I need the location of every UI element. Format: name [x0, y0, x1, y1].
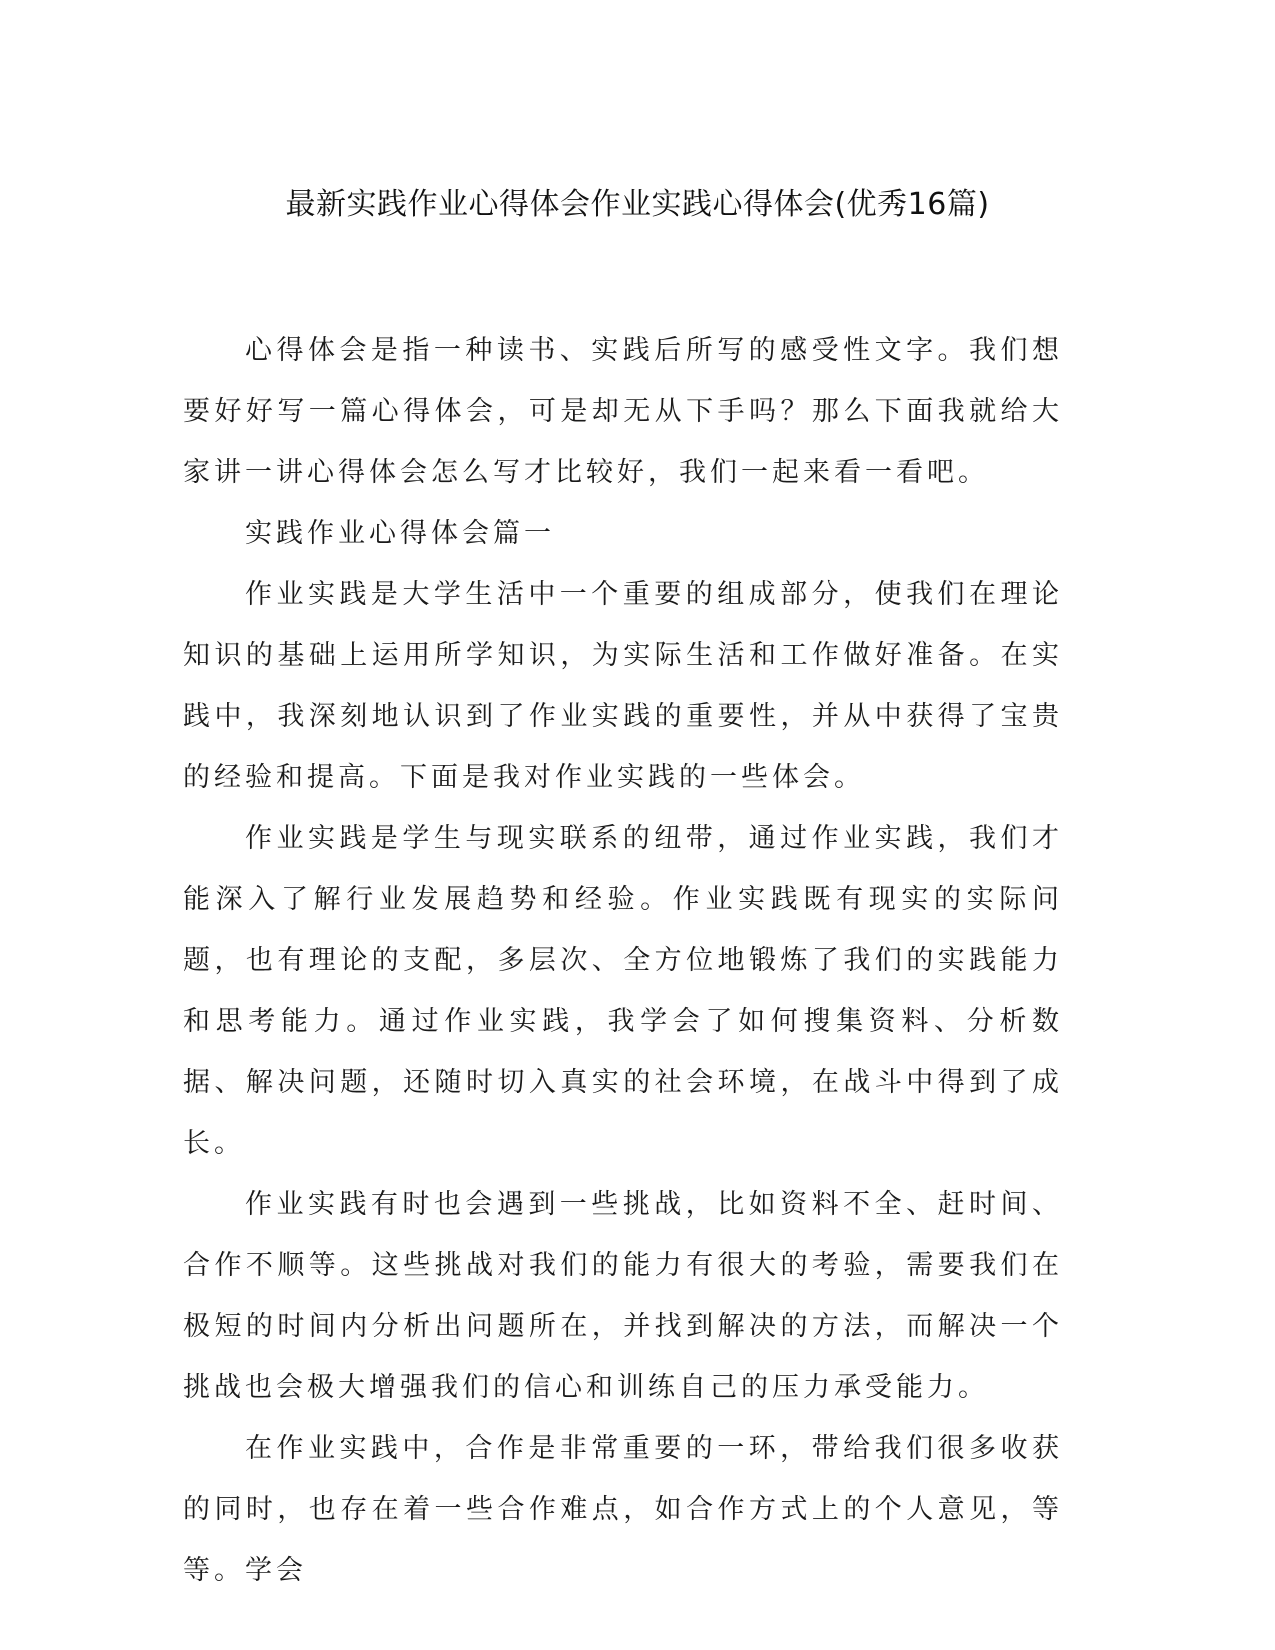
body-paragraph: 作业实践是大学生活中一个重要的组成部分，使我们在理论知识的基础上运用所学知识，为实际生活和工作做好准备。在实践中，我深刻地认识到了作业实践的重要性，并从中获得了宝贵的经验和提高。下面是我对作业实践的一些体会。 [183, 579, 1063, 793]
body-paragraph: 作业实践有时也会遇到一些挑战，比如资料不全、赶时间、合作不顺等。这些挑战对我们的能力有很大的考验，需要我们在极短的时间内分析出问题所在，并找到解决的方法，而解决一个挑战也会极大增强我们的信心和训练自己的压力承受能力。 [183, 1189, 1063, 1403]
body-paragraph: 在作业实践中，合作是非常重要的一环，带给我们很多收获的同时，也存在着一些合作难点，如合作方式上的个人意见，等等。学会 [183, 1433, 1063, 1586]
document-title: 最新实践作业心得体会作业实践心得体会(优秀16篇) [285, 187, 990, 222]
section-heading: 实践作业心得体会篇一 [245, 518, 555, 549]
document-body [183, 320, 1063, 1601]
body-paragraph: 作业实践是学生与现实联系的纽带，通过作业实践，我们才能深入了解行业发展趋势和经验。作业实践既有现实的实际问题，也有理论的支配，多层次、全方位地锻炼了我们的实践能力和思考能力。通过作业实践，我学会了如何搜集资料、分析数据、解决问题，还随时切入真实的社会环境，在战斗中得到了成长。 [183, 823, 1063, 1159]
intro-paragraph: 心得体会是指一种读书、实践后所写的感受性文字。我们想要好好写一篇心得体会，可是却无从下手吗？那么下面我就给大家讲一讲心得体会怎么写才比较好，我们一起来看一看吧。 [183, 335, 1063, 488]
